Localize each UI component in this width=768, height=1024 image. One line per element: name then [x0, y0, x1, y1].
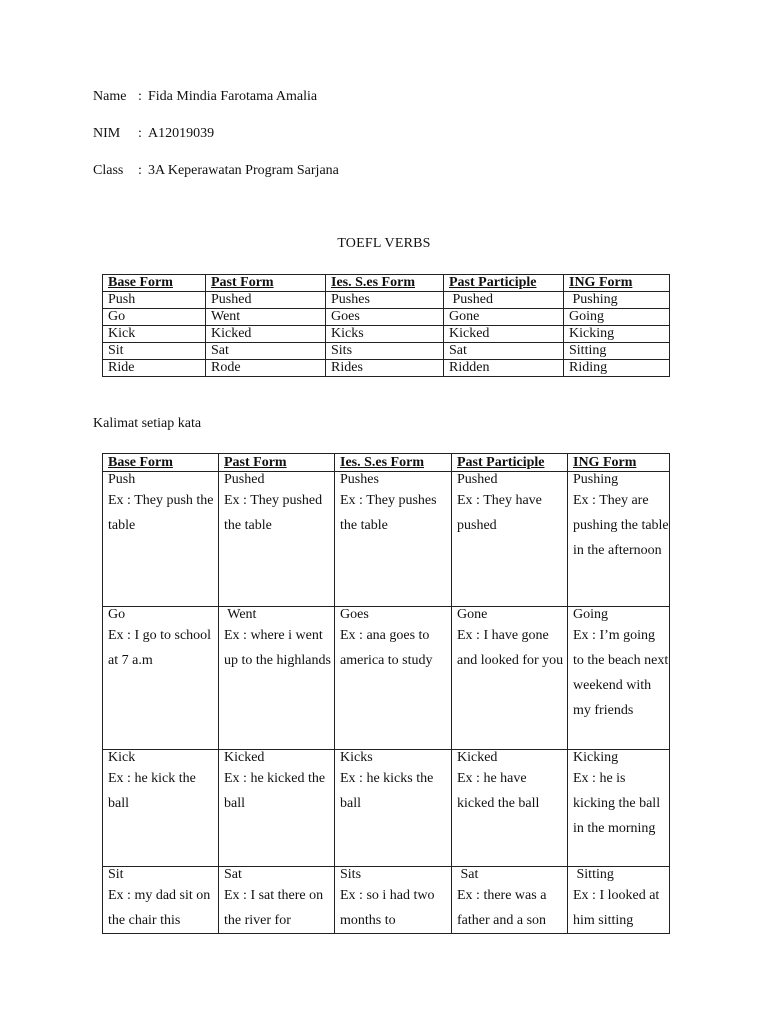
name-colon: : — [138, 89, 142, 104]
table-row — [103, 343, 670, 360]
table-row — [103, 326, 670, 343]
example-text: Ex : They pushes the table — [340, 493, 437, 533]
table-cell — [219, 472, 335, 607]
table-header-row — [103, 454, 670, 472]
table-cell — [219, 607, 335, 750]
header-cell: Ies. S.es Form — [326, 275, 444, 292]
verb-text: Pushing — [573, 472, 619, 487]
nim-label: NIM — [93, 126, 121, 141]
verb-text: Push — [108, 472, 136, 487]
example-text: Ex : They pushed the table — [224, 493, 323, 533]
table-cell — [103, 750, 219, 867]
table-cell — [568, 867, 670, 934]
verb-text: Sitting — [573, 867, 614, 882]
table-cell — [452, 472, 568, 607]
table-row — [103, 867, 670, 934]
verb-text: Going — [573, 607, 608, 622]
table-cell — [219, 867, 335, 934]
header-cell: Past Form — [206, 275, 326, 292]
example-text: Ex : he kicked the ball — [224, 771, 326, 811]
table-row — [103, 360, 670, 377]
table-cell — [568, 607, 670, 750]
table-cell: Go — [103, 309, 206, 326]
table-cell — [103, 472, 219, 607]
table-cell — [452, 607, 568, 750]
verb-text: Kick — [108, 750, 136, 765]
header-cell: Past Form — [219, 454, 335, 472]
table-cell: Going — [564, 309, 670, 326]
page-title: TOEFL VERBS — [337, 236, 431, 251]
nim-row — [93, 126, 214, 142]
table-row — [103, 292, 670, 309]
header-cell: Past Participle — [444, 275, 564, 292]
header-cell: Base Form — [103, 275, 206, 292]
table-cell: Ride — [103, 360, 206, 377]
table-row — [103, 750, 670, 867]
table-cell: Pushed — [206, 292, 326, 309]
table-cell — [568, 472, 670, 607]
nim-colon: : — [138, 126, 142, 141]
table-cell: Pushing — [564, 292, 670, 309]
example-text: Ex : there was a father and a son — [457, 888, 547, 928]
table-cell: Rides — [326, 360, 444, 377]
example-text: Ex : my dad sit on the chair this — [108, 888, 211, 928]
table-cell: Sits — [326, 343, 444, 360]
verb-text: Kicked — [457, 750, 498, 765]
verb-text: Sits — [340, 867, 362, 882]
table-row — [103, 607, 670, 750]
nim-value: A12019039 — [148, 126, 215, 141]
example-text: Ex : so i had two months to — [340, 888, 435, 928]
example-text: Ex : he kick the ball — [108, 771, 196, 811]
section-subtitle: Kalimat setiap kata — [93, 416, 202, 431]
table-cell: Kicks — [326, 326, 444, 343]
table-cell — [103, 607, 219, 750]
verb-text: Went — [224, 607, 257, 622]
table-cell — [103, 867, 219, 934]
class-colon: : — [138, 163, 142, 178]
verb-text: Kicked — [224, 750, 265, 765]
table-cell: Went — [206, 309, 326, 326]
table-cell — [219, 750, 335, 867]
table-cell: Push — [103, 292, 206, 309]
verb-text: Goes — [340, 607, 369, 622]
verb-text: Sat — [457, 867, 479, 882]
example-text: Ex : I sat there on the river for — [224, 888, 324, 928]
table-cell — [452, 750, 568, 867]
example-text: Ex : They push the table — [108, 493, 214, 533]
table-cell: Gone — [444, 309, 564, 326]
example-text: Ex : They are pushing the table in the afternoon — [573, 493, 669, 558]
table-cell: Kicking — [564, 326, 670, 343]
table-cell: Kicked — [444, 326, 564, 343]
example-text: Ex : I have gone and looked for you — [457, 628, 564, 668]
table-cell: Sat — [444, 343, 564, 360]
verb-text: Kicks — [340, 750, 373, 765]
table-cell — [335, 607, 452, 750]
table-cell — [568, 750, 670, 867]
table-cell: Riding — [564, 360, 670, 377]
table-cell: Sitting — [564, 343, 670, 360]
verb-text: Pushed — [224, 472, 265, 487]
example-sentences-table — [102, 453, 670, 934]
header-cell: Ies. S.es Form — [335, 454, 452, 472]
table-cell — [452, 867, 568, 934]
class-value: 3A Keperawatan Program Sarjana — [148, 163, 339, 178]
table-cell: Pushed — [444, 292, 564, 309]
table-cell: Sit — [103, 343, 206, 360]
example-text: Ex : They have pushed — [457, 493, 542, 533]
table-cell — [335, 867, 452, 934]
example-text: Ex : I’m going to the beach next weekend with my friends — [573, 628, 669, 718]
class-row — [93, 163, 339, 179]
verb-text: Sat — [224, 867, 242, 882]
table-row — [103, 309, 670, 326]
table-header-row — [103, 275, 670, 292]
table-cell: Rode — [206, 360, 326, 377]
table-cell: Ridden — [444, 360, 564, 377]
header-cell: ING Form — [564, 275, 670, 292]
name-row — [93, 89, 317, 105]
table-cell: Kicked — [206, 326, 326, 343]
verb-text: Go — [108, 607, 126, 622]
verb-text: Gone — [457, 607, 488, 622]
verb-text: Pushes — [340, 472, 379, 487]
table-cell: Sat — [206, 343, 326, 360]
example-text: Ex : where i went up to the highlands — [224, 628, 331, 668]
example-text: Ex : he is kicking the ball in the morning — [573, 771, 661, 836]
header-cell: Past Participle — [452, 454, 568, 472]
example-text: Ex : ana goes to america to study — [340, 628, 433, 668]
table-cell: Goes — [326, 309, 444, 326]
example-text: Ex : he have kicked the ball — [457, 771, 540, 811]
table-cell: Pushes — [326, 292, 444, 309]
verb-text: Pushed — [457, 472, 498, 487]
name-value: Fida Mindia Farotama Amalia — [148, 89, 318, 104]
table-cell — [335, 750, 452, 867]
verb-text: Sit — [108, 867, 124, 882]
verb-text: Kicking — [573, 750, 619, 765]
example-text: Ex : I go to school at 7 a.m — [108, 628, 212, 668]
header-cell: ING Form — [568, 454, 670, 472]
table-cell — [335, 472, 452, 607]
table-row — [103, 472, 670, 607]
example-text: Ex : I looked at him sitting — [573, 888, 660, 928]
class-label: Class — [93, 163, 124, 178]
name-label: Name — [93, 89, 127, 104]
verb-forms-table — [102, 274, 670, 377]
example-text: Ex : he kicks the ball — [340, 771, 434, 811]
table-cell: Kick — [103, 326, 206, 343]
header-cell: Base Form — [103, 454, 219, 472]
